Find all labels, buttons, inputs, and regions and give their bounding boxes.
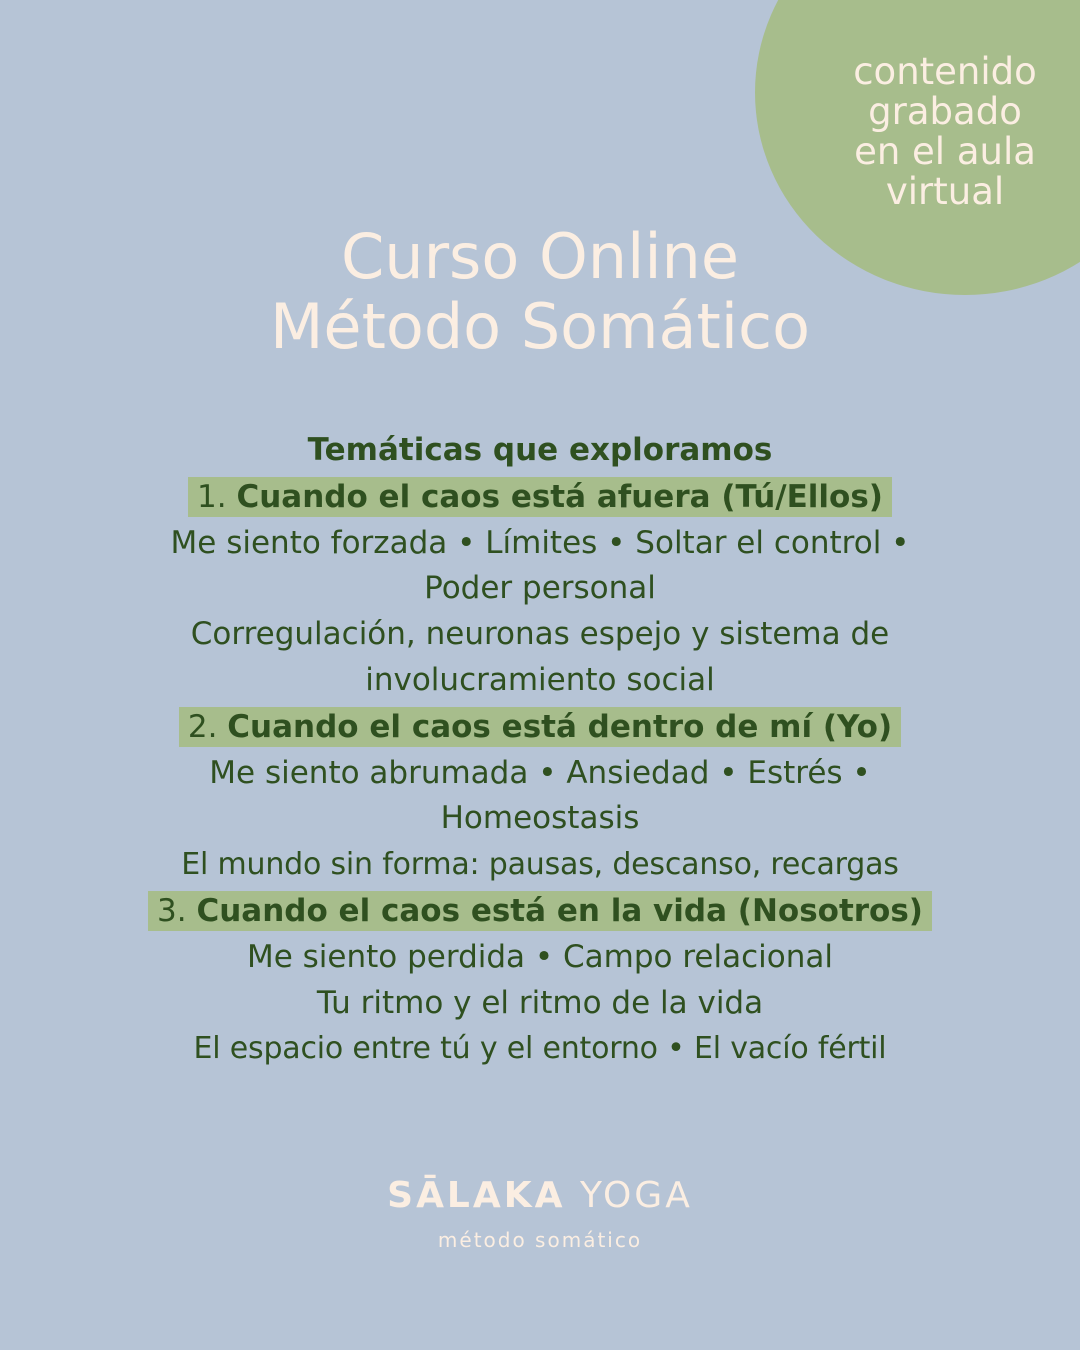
badge-line: virtual xyxy=(885,170,1005,213)
section-line: Homeostasis xyxy=(440,800,640,837)
brand-name-bold: SĀLAKA xyxy=(387,1175,566,1216)
brand-logo xyxy=(0,1175,1080,1216)
section-line: Me siento abrumada • Ansiedad • Estrés • xyxy=(209,754,871,791)
page-title xyxy=(0,222,1080,362)
section-2-title-highlight xyxy=(179,707,901,747)
topics-heading: Temáticas que exploramos xyxy=(307,432,773,468)
section-line: Poder personal xyxy=(424,570,656,607)
section-line: Tu ritmo y el ritmo de la vida xyxy=(316,984,764,1021)
badge-line: en el aula xyxy=(854,130,1036,173)
section-title: Cuando el caos está dentro de mí (Yo) xyxy=(227,708,893,745)
section-title: Cuando el caos está afuera (Tú/Ellos) xyxy=(236,478,883,515)
topics-list xyxy=(0,428,1080,1072)
title-line-1: Curso Online xyxy=(340,220,739,293)
section-line: involucramiento social xyxy=(365,661,715,698)
title-line-2: Método Somático xyxy=(269,290,811,363)
section-2 xyxy=(0,704,1080,751)
section-line: Me siento perdida • Campo relacional xyxy=(246,938,833,975)
section-line: Me siento forzada • Límites • Soltar el control • xyxy=(170,524,910,561)
section-number: 3. xyxy=(157,892,187,929)
badge-text xyxy=(820,52,1070,212)
section-number: 2. xyxy=(187,708,218,745)
section-1-title-highlight xyxy=(188,477,892,517)
section-1 xyxy=(0,474,1080,521)
badge-line: contenido xyxy=(853,50,1037,93)
badge-line: grabado xyxy=(868,90,1022,133)
section-title: Cuando el caos está en la vida (Nosotros) xyxy=(196,892,923,929)
brand-name-regular: YOGA xyxy=(579,1175,693,1216)
brand-tagline: método somático xyxy=(437,1228,643,1252)
section-line: El espacio entre tú y el entorno • El vacío fértil xyxy=(193,1031,887,1067)
section-line: El mundo sin forma: pausas, descanso, recargas xyxy=(181,847,899,883)
section-3-title-highlight xyxy=(148,891,932,931)
section-number: 1. xyxy=(197,478,227,515)
section-line: Corregulación, neuronas espejo y sistema de xyxy=(190,616,890,653)
section-3 xyxy=(0,888,1080,935)
